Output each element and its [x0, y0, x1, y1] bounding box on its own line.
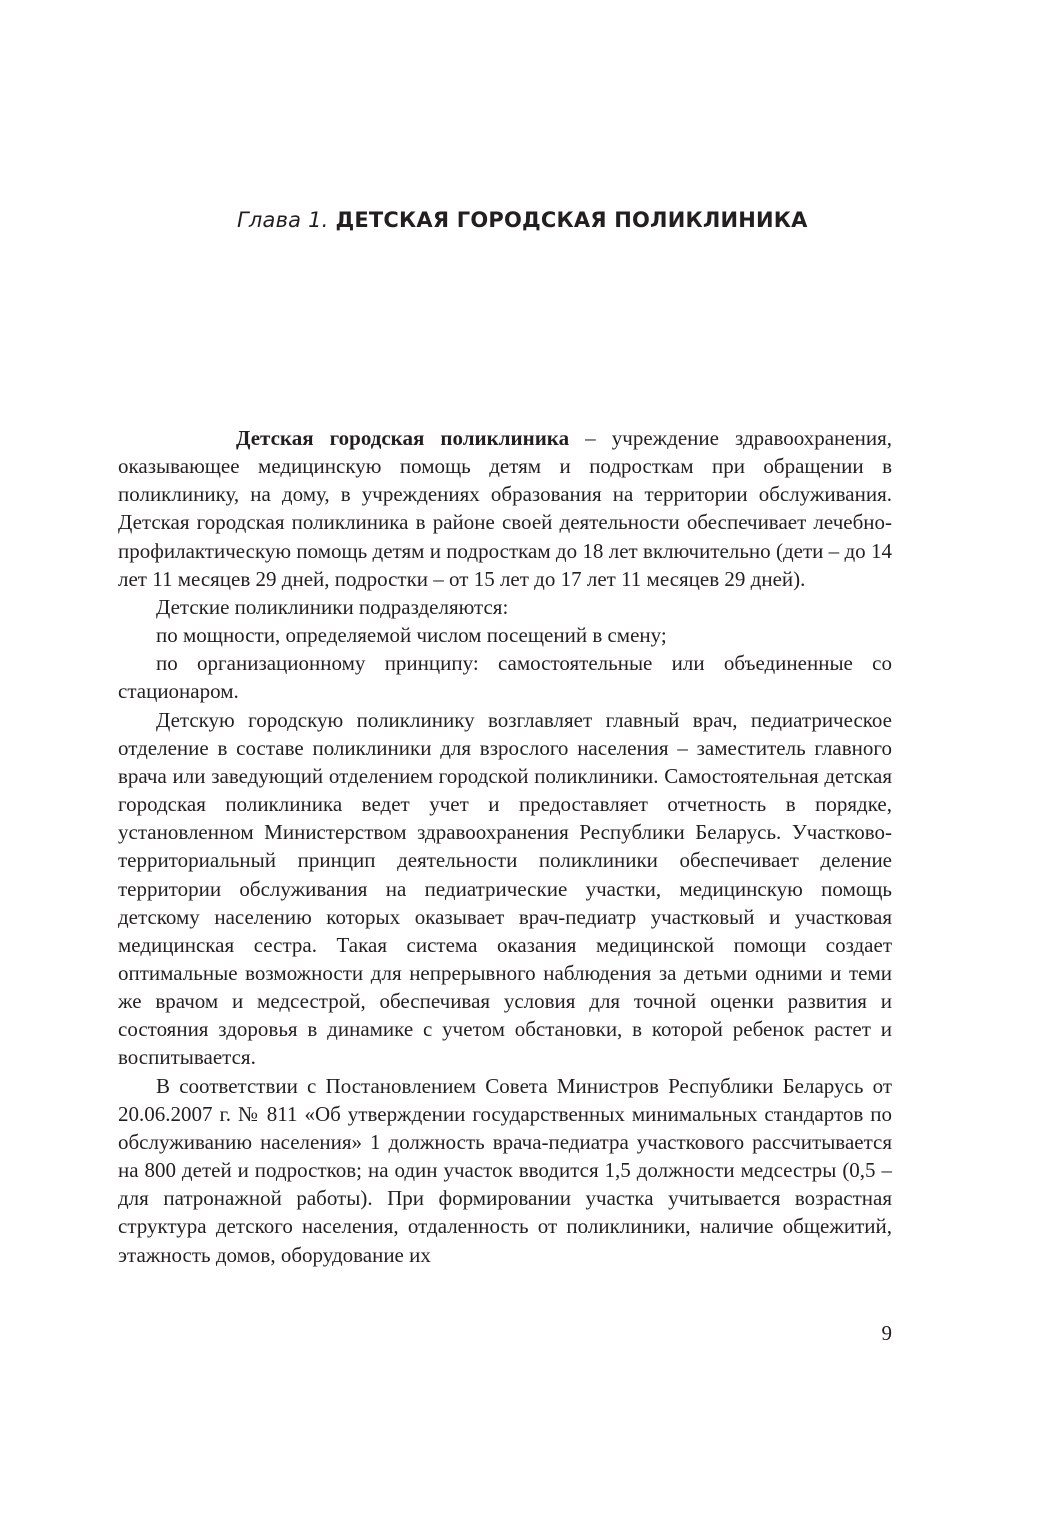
paragraph-by-organization: по организационному принципу: самостоятельные или объединенные со стационаром.: [118, 651, 892, 704]
definition-text: – учреждение здравоохранения, оказывающее медицинскую помощь детям и подросткам при обращении в поликлинику, на дому, в учреждениях образования на территории обслуживания. Детская городская поликлиника в районе своей деятельности обеспечивает лечебно-профилактическую помощь детям и подросткам до 18 лет включительно (дети – до 14 лет 11 месяцев 29 дней, подростки – от 15 лет до 17 лет 11 месяцев 29 дней).: [118, 426, 892, 591]
paragraph-definition: [118, 424, 892, 593]
chapter-heading: [237, 208, 808, 232]
paragraph-standards: В соответствии с Постановлением Совета Министров Республики Беларусь от 20.06.2007 г. № 811 «Об утверждении государственных минимальных стандартов по обслуживанию населения» 1 должность врача-педиатра участкового рассчитывается на 800 детей и подростков; на один участок вводится 1,5 должности медсестры (0,5 – для патронажной работы). При формировании участка учитывается возрастная структура детского населения, отдаленность от поликлиники, наличие общежитий, этажность домов, оборудование их: [118, 1073, 892, 1267]
chapter-label: Глава 1.: [237, 208, 329, 232]
paragraph-management: Детскую городскую поликлинику возглавляет главный врач, педиатрическое отделение в составе поликлиники для взрослого населения – заместитель главного врача или заведующий отделением городской поликлиники. Самостоятельная детская городская поликлиника ведет учет и предоставляет отчетность в порядке, установленном Министерством здравоохранения Республики Беларусь. Участково-территориальный принцип деятельности поликлиники обеспечивает деление территории обслуживания на педиатрические участки, медицинскую помощь детскому населению которых оказывает врач-педиатр участковый и участковая медицинская сестра. Такая система оказания медицинской помощи создает оптимальные возможности для непрерывного наблюдения за детьми одними и теми же врачом и медсестрой, обеспечивая условия для точной оценки развития и состояния здоровья в динамике с учетом обстановки, в которой ребенок растет и воспитывается.: [118, 707, 892, 1070]
chapter-title: ДЕТСКАЯ ГОРОДСКАЯ ПОЛИКЛИНИКА: [335, 208, 808, 232]
defined-term: Детская городская поликлиника: [236, 426, 570, 450]
paragraph-by-capacity: по мощности, определяемой числом посещений в смену;: [156, 623, 667, 648]
page-number: 9: [881, 1321, 892, 1345]
body-text: [118, 424, 892, 1269]
paragraph-classification-intro: Детские поликлиники подразделяются:: [156, 594, 509, 619]
